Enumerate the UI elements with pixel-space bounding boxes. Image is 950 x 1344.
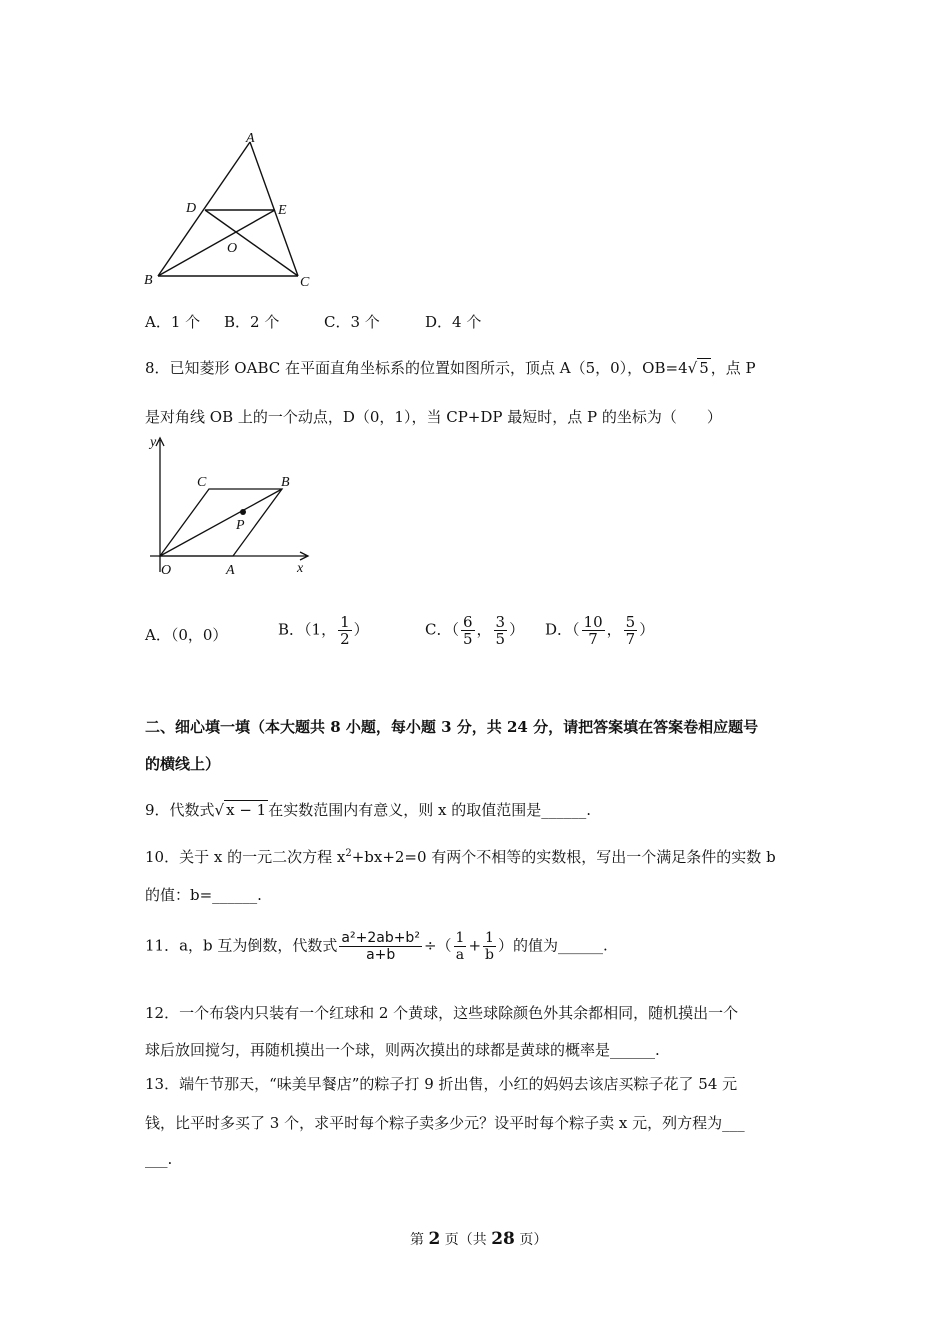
- q12-line1: 12．一个布袋内只装有一个红球和 2 个黄球，这些球除颜色外其余都相同，随机摸出一个: [145, 1004, 739, 1022]
- sqrt-symbol: √ x − 1: [214, 801, 267, 819]
- rhombus-figure: [140, 432, 320, 582]
- q13-line1: 13．端午节那天，“味美早餐店”的粽子打 9 折出售，小红的妈妈去该店买粽子花了 54 元: [145, 1075, 738, 1093]
- sqrt-symbol: √ 5: [687, 359, 709, 377]
- label-a: A: [226, 563, 235, 578]
- q13-line3: ___.: [145, 1150, 173, 1168]
- label-o: O: [161, 563, 172, 578]
- triangle-figure: [140, 130, 320, 295]
- label-o: O: [227, 241, 238, 256]
- label-d: D: [186, 201, 197, 216]
- section2-heading-line2: 的横线上）: [145, 755, 221, 773]
- label-c: C: [197, 475, 207, 490]
- q8-option-a: A．（0，0）: [145, 626, 228, 644]
- point-p: [240, 509, 246, 515]
- page-footer: 第 2 页（共 28 页）: [410, 1229, 548, 1249]
- label-y: y: [150, 435, 157, 450]
- diagonal-ob: [160, 489, 282, 556]
- segment-be: [158, 210, 275, 276]
- q12-line2: 球后放回搅匀，再随机摸出一个球，则两次摸出的球都是黄球的概率是______.: [145, 1041, 660, 1059]
- q13-line2: 钱，比平时多买了 3 个，求平时每个粽子卖多少元？设平时每个粽子卖 x 元，列方程为___: [145, 1114, 745, 1132]
- q8-line1: 8．已知菱形 OABC 在平面直角坐标系的位置如图所示，顶点 A（5，0），OB=4√ 5 ，点 P: [145, 359, 756, 377]
- q10-line2: 的值：b=______.: [145, 886, 262, 904]
- label-p: P: [236, 518, 245, 533]
- q10-line1: 10．关于 x 的一元二次方程 $x^2+bx+2=0$ 有两个不相等的实数根，写出一个满足条件的实数 b: [145, 848, 776, 866]
- q7-option-c: C．3 个: [324, 313, 380, 331]
- label-x: x: [297, 561, 304, 576]
- label-a: A: [246, 131, 255, 146]
- label-b: B: [144, 273, 153, 288]
- q8-line2: 是对角线 OB 上的一个动点，D（0，1），当 CP+DP 最短时，点 P 的坐标为（ ）: [145, 408, 722, 426]
- q11: 11．a，b 互为倒数，代数式 $\frac{\text{a²+2ab+b²}}{a+b}$ ÷（ $\frac{1}{a}$ + $\frac{1}{b}$ ）的值为______.: [145, 930, 608, 963]
- q8-option-c: C．（ $\frac{6}{5}$ ， $\frac{3}{5}$ ）: [425, 613, 525, 648]
- q8-option-d: D．（ $\frac{10}{7}$ ， $\frac{5}{7}$ ）: [545, 613, 655, 648]
- q9: 9．代数式√ x − 1 在实数范围内有意义，则 x 的取值范围是______.: [145, 801, 591, 819]
- section2-heading-line1: 二、细心填一填（本大题共 8 小题，每小题 3 分，共 24 分，请把答案填在答案卷相应题号: [145, 718, 759, 736]
- q7-option-b: B．2 个: [224, 313, 280, 331]
- label-e: E: [278, 203, 287, 218]
- segment-dc: [205, 210, 298, 276]
- edge-ac: [250, 142, 298, 276]
- q7-option-a: A．1 个: [145, 313, 201, 331]
- label-c: C: [300, 275, 310, 290]
- q8-option-b: B．（1， $\frac{1}{2}$ ）: [278, 613, 369, 648]
- q7-option-d: D．4 个: [425, 313, 482, 331]
- label-b: B: [281, 475, 290, 490]
